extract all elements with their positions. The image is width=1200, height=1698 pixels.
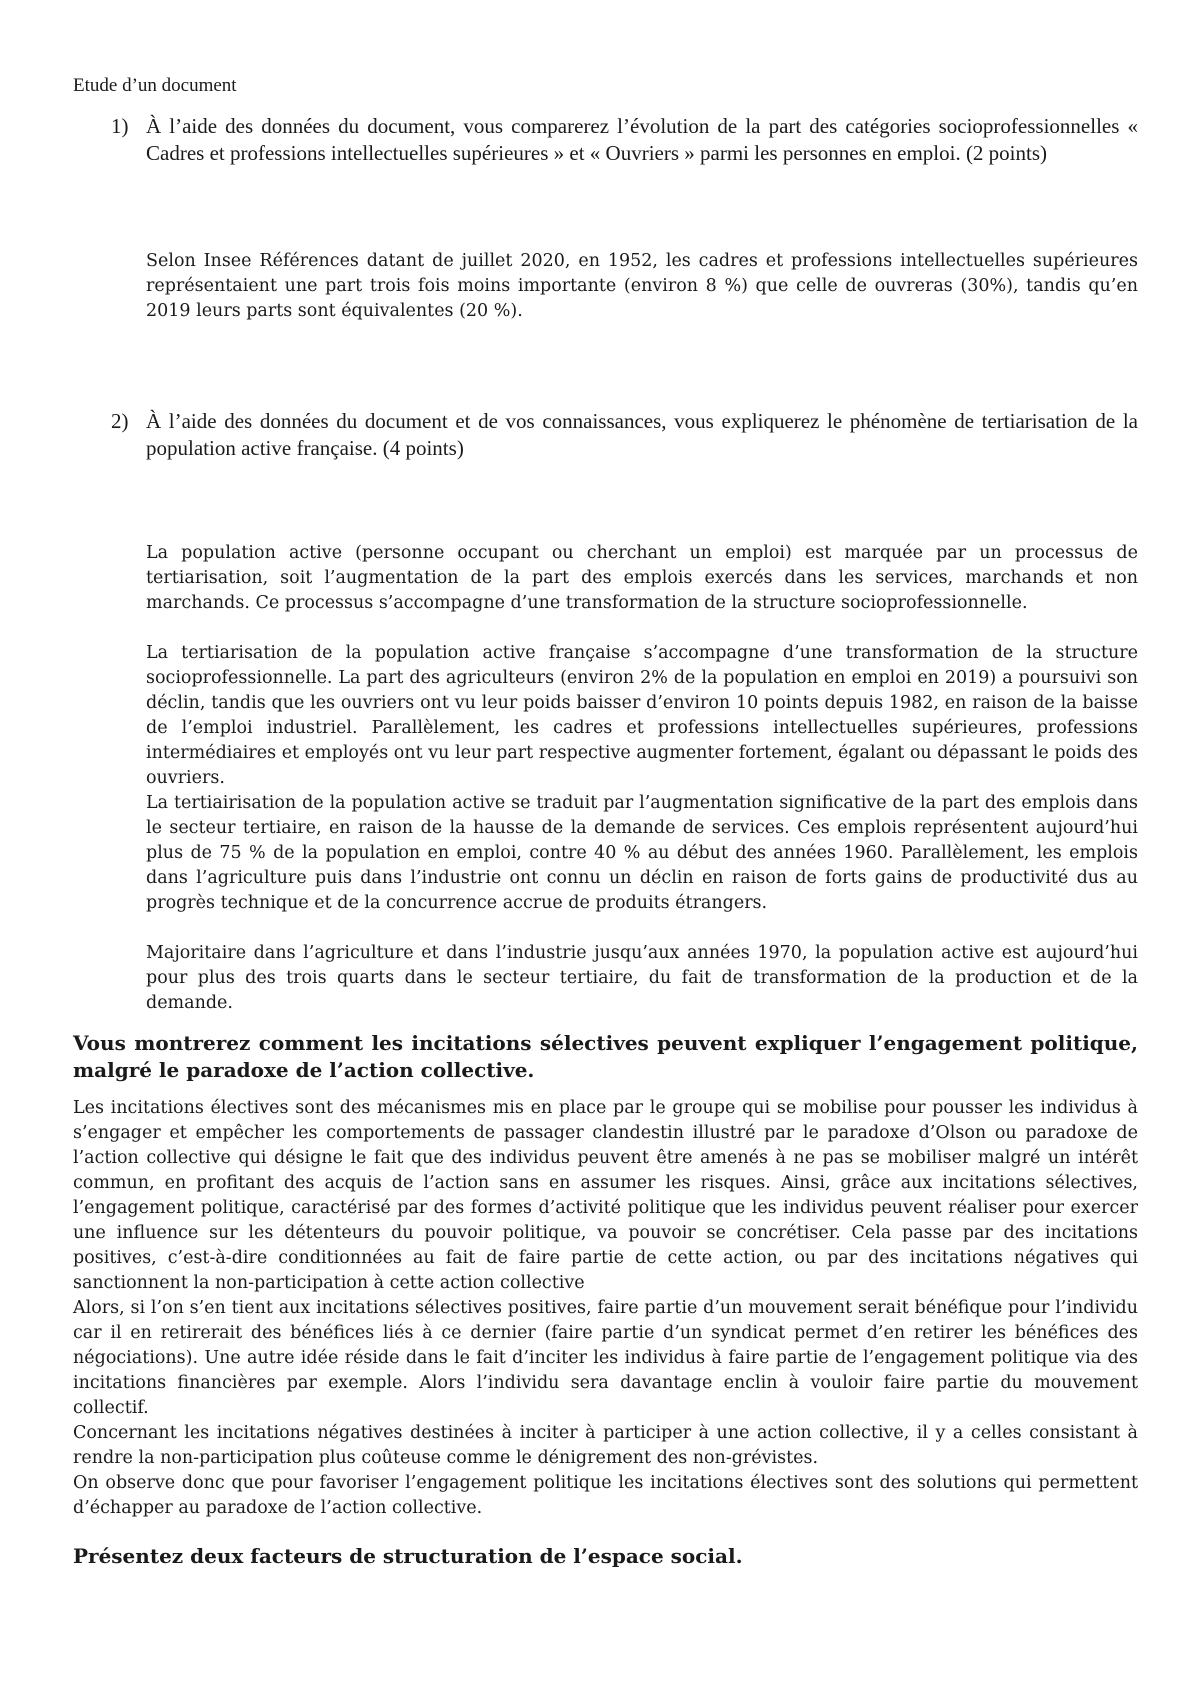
- section-2-paragraph-1: Les incitations électives sont des mécanismes mis en place par le groupe qui se mobilise pour pousser les individus à s’engager et empêcher les comportements de passager clandestin illustré par le paradoxe d’Olson ou paradoxe de l’action collective qui désigne le fait que des individus peuvent être amenés à ne pas se mobiliser malgré un intérêt commun, en profitant des acquis de l’action sans en assumer les risques. Ainsi, grâce aux incitations sélectives, l’engagement politique, caractérisé par des formes d’activité politique que les individus peuvent réaliser pour exercer une influence sur les détenteurs du pouvoir politique, va pouvoir se concrétiser. Cela passe par des incitations positives, c’est-à-dire conditionnées au fait de faire partie de cette action, ou par des incitations négatives qui sanctionnent la non-participation à cette action collective: [73, 1098, 1138, 1293]
- question-1: [111, 113, 1138, 167]
- section-2-paragraph-2: Alors, si l’on s’en tient aux incitations sélectives positives, faire partie d’un mouvement serait bénéfique pour l’individu car il en retirerait des bénéfices liés à ce dernier (faire partie d’un syndicat permet d’en retirer les bénéfices des négociations). Une autre idée réside dans le fait d’inciter les individus à faire partie de l’engagement politique via des incitations financières par exemple. Alors l’individu sera davantage enclin à vouloir faire partie du mouvement collectif.: [73, 1298, 1138, 1418]
- question-1-number: 1): [111, 114, 129, 138]
- section-2-heading: Vous montrerez comment les incitations sélectives peuvent expliquer l’engagement politique, malgré le paradoxe de l’action collective.: [73, 1031, 1138, 1082]
- answer-2-paragraph-1: La population active (personne occupant ou cherchant un emploi) est marquée par un processus de tertiarisation, soit l’augmentation de la part des emplois exercés dans les services, marchands et non marchands. Ce processus s’accompagne d’une transformation de la structure socioprofessionnelle.: [146, 543, 1138, 613]
- answer-2-paragraph-2: La tertiarisation de la population active française s’accompagne d’une transformation de la structure socioprofessionnelle. La part des agriculteurs (environ 2% de la population en emploi en 2019) a poursuivi son déclin, tandis que les ouvriers ont vu leur poids baisser d’environ 10 points depuis 1982, en raison de la baisse de l’emploi industriel. Parallèlement, les cadres et professions intellectuelles supérieures, professions intermédiaires et employés ont vu leur part respective augmenter fortement, égalant ou dépassant le poids des ouvriers.: [146, 643, 1138, 788]
- answer-2: [146, 541, 1138, 1016]
- section-3-heading: Présentez deux facteurs de structuration de l’espace social.: [73, 1544, 743, 1568]
- section-2-paragraph-4: On observe donc que pour favoriser l’engagement politique les incitations électives sont des solutions qui permettent d’échapper au paradoxe de l’action collective.: [73, 1473, 1138, 1518]
- section-2-body: [73, 1096, 1138, 1521]
- answer-1: [146, 249, 1138, 324]
- question-1-text: À l’aide des données du document, vous comparerez l’évolution de la part des catégories socioprofessionnelles « Cadres et professions intellectuelles supérieures » et « Ouvriers » parmi les personnes en emploi. (2 points): [146, 114, 1138, 165]
- document-title: Etude d’un document: [73, 75, 237, 96]
- answer-1-paragraph: Selon Insee Références datant de juillet 2020, en 1952, les cadres et professions intellectuelles supérieures représentaient une part trois fois moins importante (environ 8 %) que celle de ouvreras (30%), tandis qu’en 2019 leurs parts sont équivalentes (20 %).: [146, 251, 1138, 321]
- question-2-text: À l’aide des données du document et de vos connaissances, vous expliquerez le phénomène de tertiarisation de la population active française. (4 points): [146, 409, 1138, 460]
- section-2-paragraph-3: Concernant les incitations négatives destinées à inciter à participer à une action collective, il y a celles consistant à rendre la non-participation plus coûteuse comme le dénigrement des non-grévistes.: [73, 1423, 1138, 1468]
- answer-2-paragraph-4: Majoritaire dans l’agriculture et dans l’industrie jusqu’aux années 1970, la population active est aujourd’hui pour plus des trois quarts dans le secteur tertiaire, du fait de transformation de la production et de la demande.: [146, 943, 1138, 1013]
- question-2-number: 2): [111, 409, 129, 433]
- question-2: [111, 408, 1138, 462]
- answer-2-paragraph-3: La tertiairisation de la population active se traduit par l’augmentation significative de la part des emplois dans le secteur tertiaire, en raison de la hausse de la demande de services. Ces emplois représentent aujourd’hui plus de 75 % de la population en emploi, contre 40 % au début des années 1960. Parallèlement, les emplois dans l’agriculture puis dans l’industrie ont connu un déclin en raison de forts gains de productivité dus au progrès technique et de la concurrence accrue de produits étrangers.: [146, 793, 1138, 913]
